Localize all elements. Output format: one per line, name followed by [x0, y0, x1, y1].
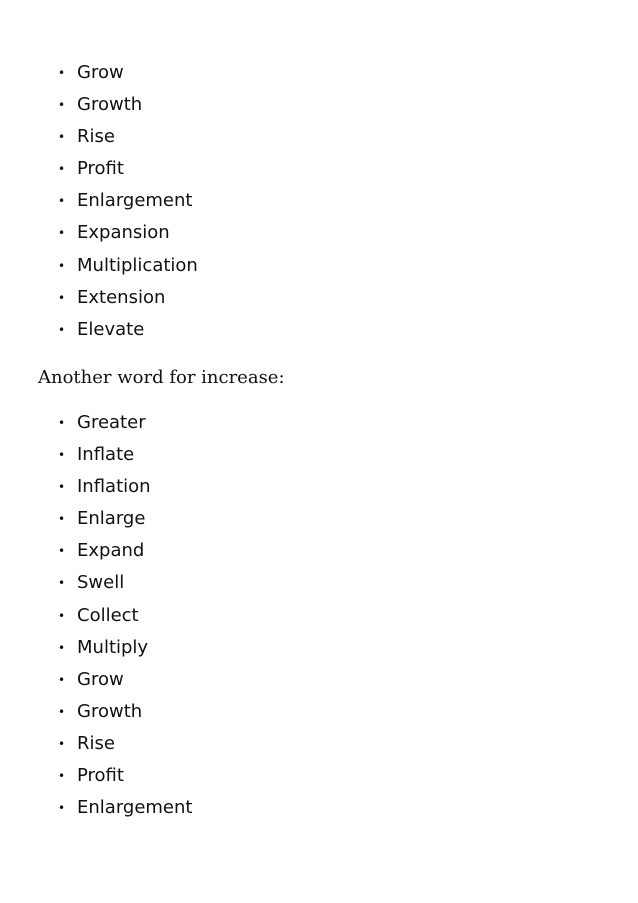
list-item-text: Profit — [77, 158, 124, 180]
list-item-text: Expand — [77, 540, 145, 562]
list-item-text: Elevate — [77, 318, 145, 340]
bullet-icon: • — [58, 130, 66, 145]
list-item — [0, 471, 638, 503]
list-item — [0, 250, 638, 282]
list-item — [0, 439, 638, 471]
list-item — [0, 632, 638, 664]
list-item-text: Profit — [77, 765, 124, 787]
bullet-icon: • — [58, 640, 66, 655]
bullet-icon: • — [58, 512, 66, 527]
bullet-icon: • — [58, 608, 66, 623]
synonym-list-1 — [0, 57, 638, 346]
list-item-text: Growth — [77, 94, 143, 116]
list-item — [0, 567, 638, 599]
bullet-icon: • — [58, 416, 66, 430]
list-item — [0, 728, 638, 760]
list-item — [0, 153, 638, 185]
bullet-icon: • — [58, 769, 66, 784]
list-item-text: Enlarge — [77, 508, 146, 530]
list-item-text: Multiplication — [77, 254, 198, 276]
bullet-icon: • — [58, 290, 66, 305]
list-item — [0, 664, 638, 696]
list-item-text: Multiply — [77, 636, 149, 658]
list-item — [0, 57, 638, 89]
list-item-text: Grow — [77, 62, 124, 83]
list-item-text: Inflate — [77, 444, 135, 466]
list-item-text: Rise — [77, 126, 115, 148]
list-item — [0, 600, 638, 632]
list-item-text: Rise — [77, 732, 115, 754]
bullet-icon: • — [58, 448, 66, 463]
list-item — [0, 121, 638, 153]
bullet-icon: • — [58, 258, 66, 273]
bullet-icon: • — [58, 801, 66, 816]
list-item-text: Expansion — [77, 222, 170, 244]
list-item — [0, 407, 638, 439]
list-item — [0, 792, 638, 824]
bullet-icon: • — [58, 704, 66, 719]
bullet-icon: • — [58, 576, 66, 591]
bullet-icon: • — [58, 194, 66, 209]
list-item-text: Growth — [77, 700, 143, 722]
list-item — [0, 89, 638, 121]
section-heading: Another word for increase: — [38, 367, 285, 388]
list-item — [0, 185, 638, 217]
list-item-text: Swell — [77, 572, 125, 594]
bullet-icon: • — [58, 66, 66, 80]
list-item — [0, 217, 638, 249]
list-item — [0, 314, 638, 346]
list-item — [0, 535, 638, 567]
synonym-list-2 — [0, 407, 638, 824]
list-item-text: Inflation — [77, 476, 151, 498]
list-item-text: Greater — [77, 412, 146, 433]
list-item-text: Extension — [77, 286, 166, 308]
bullet-icon: • — [58, 736, 66, 751]
bullet-icon: • — [58, 98, 66, 113]
bullet-icon: • — [58, 322, 66, 337]
bullet-icon: • — [58, 226, 66, 241]
list-item — [0, 760, 638, 792]
bullet-icon: • — [58, 672, 66, 687]
bullet-icon: • — [58, 162, 66, 177]
list-item — [0, 503, 638, 535]
list-item-text: Grow — [77, 668, 124, 690]
list-item-text: Enlargement — [77, 190, 193, 212]
bullet-icon: • — [58, 480, 66, 495]
bullet-icon: • — [58, 544, 66, 559]
list-item-text: Enlargement — [77, 797, 193, 819]
list-item — [0, 696, 638, 728]
list-item — [0, 282, 638, 314]
list-item-text: Collect — [77, 604, 139, 626]
